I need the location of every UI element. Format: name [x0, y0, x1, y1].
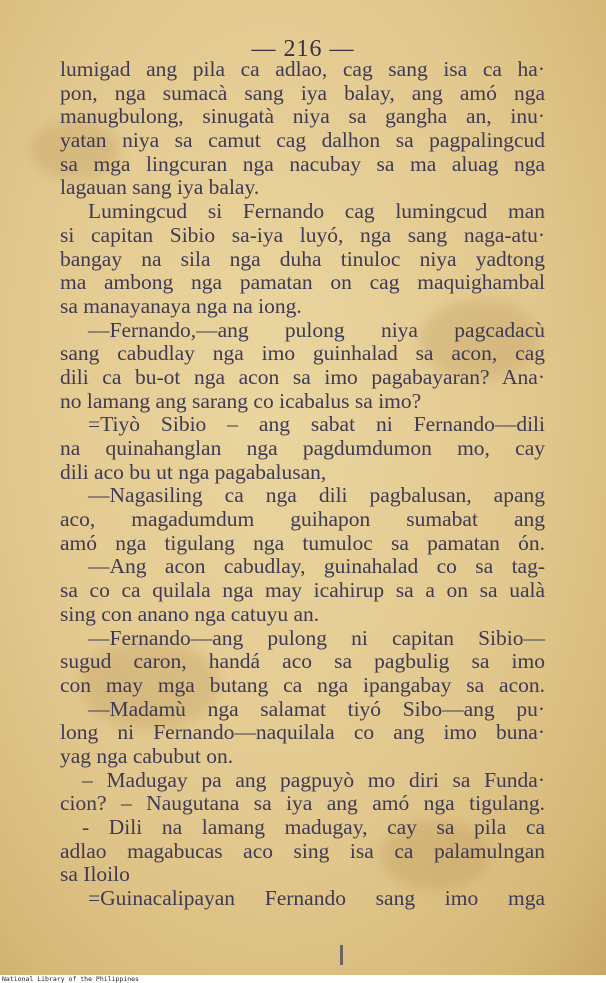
text-line: dili aco bu ut nga pagabalusan,	[60, 459, 327, 484]
text-line: sugud caron, handá aco sa pagbulig sa imo	[60, 649, 545, 674]
text-line: – Madugay pa ang pagpuyò mo diri sa Funda·	[82, 767, 545, 792]
text-line: =Guinacalipayan Fernando sang imo mga	[88, 886, 545, 911]
text-line: sa manayanaya nga na iong.	[60, 293, 302, 318]
text-line: cion? – Naugutana sa iya ang amó nga tigulang.	[60, 791, 545, 816]
text-line: sa co ca quilala nga may icahirup sa a on sa ualà	[60, 578, 545, 603]
text-line: amó nga tigulang nga tumuloc sa pamatan ón.	[60, 530, 545, 555]
text-line: bangay na sila nga duha tinuloc niya yadtong	[60, 246, 545, 271]
text-line: lumigad ang pila ca adlao, cag sang isa ca ha·	[60, 57, 545, 81]
text-line: adlao magabucas aco sing isa ca palamulngan	[60, 838, 545, 863]
text-line: sa mga lingcuran nga nacubay sa ma aluag nga	[60, 151, 545, 176]
text-line: sang cabudlay nga imo guinhalad sa acon, cag	[60, 341, 545, 366]
text-line: manugbulong, sinugatà niya sa gangha an, inu·	[60, 104, 545, 129]
text-line: —Fernando,—ang pulong niya pagcadacù	[88, 317, 545, 342]
text-line: Lumingcud si Fernando cag lumingcud man	[88, 199, 545, 224]
text-line: —Fernando—ang pulong ni capitan Sibio—	[88, 625, 545, 650]
body-text	[60, 58, 545, 911]
ink-mark	[340, 945, 343, 965]
text-line: sa Iloilo	[60, 862, 130, 887]
text-line: aco, magadumdum guihapon sumabat ang	[60, 507, 545, 532]
text-line: =Tiyò Sibio – ang sabat ni Fernando—dili	[88, 412, 545, 437]
text-line: ma ambong nga pamatan on cag maquighambal	[60, 270, 545, 295]
text-line: —Madamù nga salamat tiyó Sibo—ang pu·	[88, 696, 545, 721]
text-line: lagauan sang iya balay.	[60, 175, 260, 200]
page-number: — 216 —	[251, 36, 355, 62]
text-line: - Dili na lamang madugay, cay sa pila ca	[82, 815, 545, 839]
text-line: dili ca bu-ot nga acon sa imo pagabayaran? Ana·	[60, 364, 545, 389]
library-credit: National Library of the Philippines	[2, 975, 139, 983]
text-line: long ni Fernando—naquilala co ang imo buna·	[60, 720, 545, 745]
text-line: yatan niya sa camut cag dalhon sa pagpalingcud	[60, 128, 545, 153]
text-line: —Ang acon cabudlay, guinahalad co sa tag-	[88, 554, 545, 579]
text-line: —Nagasiling ca nga dili pagbalusan, apang	[88, 483, 545, 508]
text-line: con may mga butang ca nga ipangabay sa acon.	[60, 672, 545, 697]
text-line: yag nga cabubut on.	[60, 743, 234, 768]
text-line: si capitan Sibio sa-iya luyó, nga sang naga-atu·	[60, 222, 545, 247]
text-line: sing con anano nga catuyu an.	[60, 601, 320, 626]
text-line: no lamang ang sarang co icabalus sa imo?	[60, 388, 422, 413]
text-line: pon, nga sumacà sang iya balay, ang amó nga	[60, 80, 545, 105]
text-line: na quinahanglan nga pagdumdumon mo, cay	[60, 436, 545, 460]
